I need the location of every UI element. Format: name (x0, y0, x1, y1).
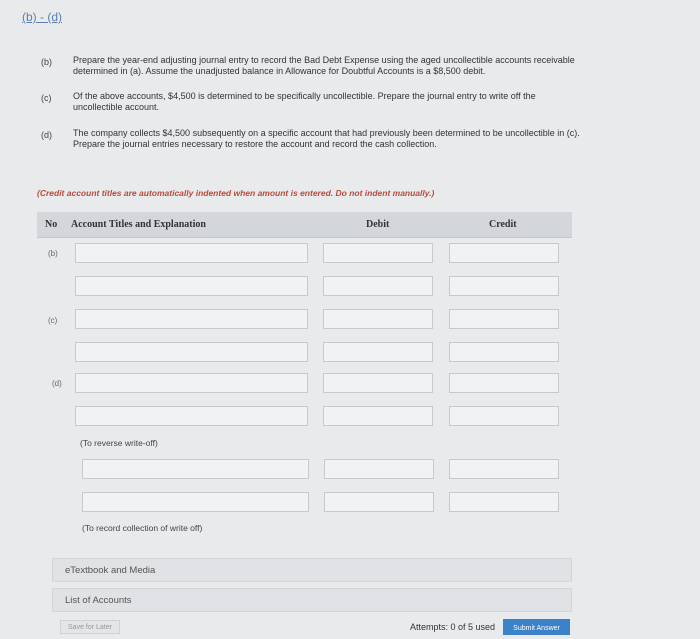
etextbook-label: eTextbook and Media (65, 565, 156, 576)
debit-input[interactable] (323, 342, 433, 362)
row-label-c: (c) (48, 316, 58, 325)
list-of-accounts-label: List of Accounts (65, 595, 132, 606)
credit-input[interactable] (449, 276, 559, 296)
row-label-d: (d) (52, 379, 62, 388)
row-label-b: (b) (48, 249, 58, 258)
col-account: Account Titles and Explanation (71, 219, 206, 230)
etextbook-link[interactable] (52, 558, 572, 582)
debit-input[interactable] (323, 276, 433, 296)
account-input[interactable] (82, 459, 309, 479)
section-link[interactable]: (b) - (d) (22, 10, 62, 24)
credit-input[interactable] (449, 373, 559, 393)
account-input[interactable] (75, 373, 308, 393)
account-input[interactable] (75, 243, 308, 263)
credit-input[interactable] (449, 243, 559, 263)
part-d-text: The company collects $4,500 subsequently on a specific account that had previously been determined to be uncollectible in (c). Prepare the journal entries necessary to restore the account and record the cash collection. (73, 128, 580, 149)
debit-input[interactable] (324, 459, 434, 479)
debit-input[interactable] (323, 309, 433, 329)
attempts-text: Attempts: 0 of 5 used (410, 622, 496, 632)
credit-input[interactable] (449, 406, 559, 426)
part-c-text: Of the above accounts, $4,500 is determined to be specifically uncollectible. Prepare the journal entry to write off the uncollectible account. (73, 91, 536, 112)
instruction-text: (Credit account titles are automatically indented when amount is entered. Do not indent manually.) (37, 188, 435, 198)
debit-input[interactable] (323, 406, 433, 426)
account-input[interactable] (75, 342, 308, 362)
reverse-note: (To reverse write-off) (80, 438, 158, 448)
col-debit: Debit (366, 219, 390, 230)
part-b-label: (b) (41, 57, 52, 67)
table-header (37, 212, 572, 238)
debit-input[interactable] (323, 373, 433, 393)
col-no: No (45, 219, 58, 230)
part-d-label: (d) (41, 130, 52, 140)
account-input[interactable] (82, 492, 309, 512)
debit-input[interactable] (323, 243, 433, 263)
list-of-accounts-link[interactable] (52, 588, 572, 612)
collection-note: (To record collection of write off) (82, 523, 203, 533)
col-credit: Credit (489, 219, 517, 230)
credit-input[interactable] (449, 459, 559, 479)
account-input[interactable] (75, 309, 308, 329)
credit-input[interactable] (449, 492, 559, 512)
account-input[interactable] (75, 406, 308, 426)
debit-input[interactable] (324, 492, 434, 512)
account-input[interactable] (75, 276, 308, 296)
submit-answer-button[interactable]: Submit Answer (503, 619, 570, 635)
part-b-text: Prepare the year-end adjusting journal entry to record the Bad Debt Expense using the aged uncollectible accounts receivable determined in (a). Assume the unadjusted balance in Allowance for Doubtful Accounts is a $8,500 debit. (73, 55, 575, 76)
credit-input[interactable] (449, 342, 559, 362)
part-c-label: (c) (41, 93, 52, 103)
credit-input[interactable] (449, 309, 559, 329)
save-for-later-button[interactable]: Save for Later (60, 620, 120, 634)
